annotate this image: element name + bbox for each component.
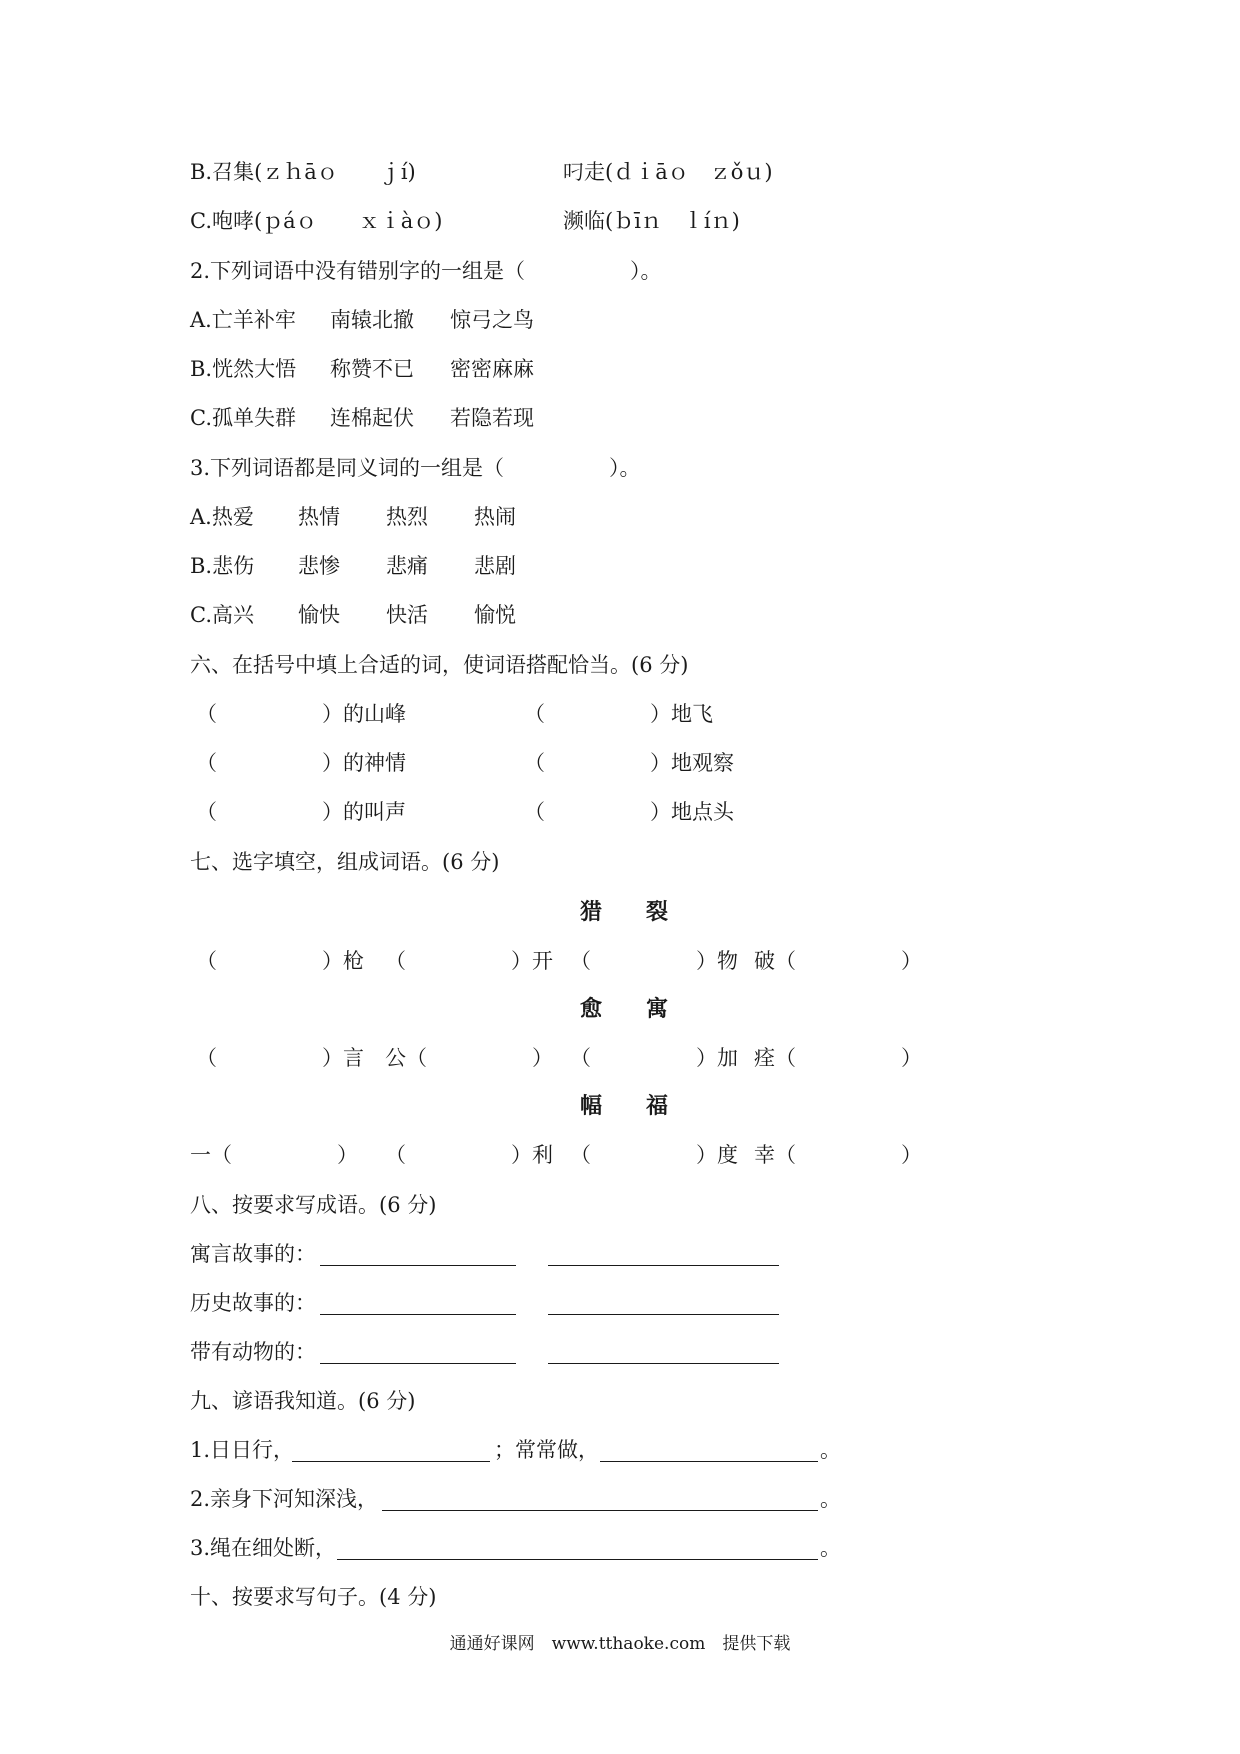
option-label: A.亡羊补牢 (190, 308, 296, 332)
answer-line[interactable] (382, 1510, 818, 1511)
option-word: 热情 (298, 505, 340, 529)
fill-item: （ ）度 (570, 1143, 738, 1167)
choice-char: 寓 (646, 996, 669, 1022)
option-word: 悲惨 (298, 554, 340, 578)
q1-option-c-second: 濒临(ｂīｎ ｌíｎ) (563, 209, 740, 233)
option-word: 若隐若现 (450, 406, 534, 430)
option-label: A.热爱 (190, 505, 254, 529)
proverb-3-end: 。 (820, 1536, 841, 1560)
proverb-2-start: 2.亲身下河知深浅， (190, 1487, 379, 1511)
answer-line[interactable] (320, 1265, 516, 1266)
fill-pair-right: （ ）地点头 (524, 800, 734, 824)
option-word: 快活 (386, 603, 428, 627)
page-footer: 通通好课网 www.tthaoke.com 提供下载 (449, 1634, 791, 1654)
idiom-category-label: 寓言故事的： (190, 1242, 316, 1266)
proverb-1-middle: ；常常做， (494, 1438, 599, 1462)
option-label: B.悲伤 (190, 554, 255, 578)
choice-char: 福 (646, 1093, 669, 1119)
answer-line[interactable] (320, 1363, 516, 1364)
q1-option-c: C.咆哮(ｐáｏ ｘｉàｏ) (190, 209, 443, 233)
answer-line[interactable] (337, 1559, 818, 1560)
fill-item: （ ）开 (385, 949, 553, 973)
option-word: 密密麻麻 (450, 357, 534, 381)
fill-pair-left: （ ）的神情 (196, 751, 406, 775)
proverb-1-end: 。 (820, 1438, 841, 1462)
option-label: C.孤单失群 (190, 406, 296, 430)
q1-option-b-second: 叼走(ｄｉāｏ ｚǒｕ) (563, 160, 773, 184)
fill-pair-right: （ ）地观察 (524, 751, 734, 775)
option-word: 悲剧 (474, 554, 516, 578)
fill-item: （ ）加 (570, 1046, 738, 1070)
fill-item: （ ）物 (570, 949, 738, 973)
option-label: B.恍然大悟 (190, 357, 297, 381)
fill-pair-left: （ ）的山峰 (196, 702, 406, 726)
proverb-2-end: 。 (820, 1487, 841, 1511)
fill-pair-left: （ ）的叫声 (196, 800, 406, 824)
idiom-category-label: 历史故事的： (190, 1291, 316, 1315)
fill-item: 公（ ） (385, 1046, 553, 1070)
fill-item: 一（ ） (190, 1143, 358, 1167)
fill-pair-right: （ ）地飞 (524, 702, 713, 726)
proverb-3-start: 3.绳在细处断， (190, 1536, 337, 1560)
section-10-title: 十、按要求写句子。(4 分) (190, 1585, 437, 1609)
answer-line[interactable] (600, 1461, 818, 1462)
answer-line[interactable] (548, 1363, 779, 1364)
answer-line[interactable] (548, 1265, 779, 1266)
option-word: 悲痛 (386, 554, 428, 578)
choice-char: 幅 (580, 1093, 603, 1119)
section-6-title: 六、在括号中填上合适的词，使词语搭配恰当。(6 分) (190, 653, 689, 677)
q2-stem: 2.下列词语中没有错别字的一组是（ ）。 (190, 259, 662, 283)
proverb-1-start: 1.日日行， (190, 1438, 295, 1462)
section-9-title: 九、谚语我知道。(6 分) (190, 1389, 416, 1413)
option-word: 愉悦 (474, 603, 516, 627)
fill-item: （ ）枪 (196, 949, 364, 973)
option-word: 愉快 (298, 603, 340, 627)
fill-item: （ ）利 (385, 1143, 553, 1167)
option-word: 称赞不已 (330, 357, 414, 381)
fill-item: 痊（ ） (754, 1046, 922, 1070)
q1-option-b: B.召集(ｚｈāｏ ｊí) (190, 160, 416, 184)
fill-item: 破（ ） (754, 949, 922, 973)
option-word: 热烈 (386, 505, 428, 529)
option-word: 连棉起伏 (330, 406, 414, 430)
option-label: C.高兴 (190, 603, 254, 627)
q3-stem: 3.下列词语都是同义词的一组是（ ）。 (190, 456, 641, 480)
option-word: 南辕北撤 (330, 308, 414, 332)
choice-char: 猎 (580, 899, 603, 925)
answer-line[interactable] (320, 1314, 516, 1315)
idiom-category-label: 带有动物的： (190, 1340, 316, 1364)
option-word: 热闹 (474, 505, 516, 529)
section-8-title: 八、按要求写成语。(6 分) (190, 1193, 437, 1217)
choice-char: 裂 (646, 899, 669, 925)
section-7-title: 七、选字填空，组成词语。(6 分) (190, 850, 500, 874)
fill-item: （ ）言 (196, 1046, 364, 1070)
option-word: 惊弓之鸟 (450, 308, 534, 332)
fill-item: 幸（ ） (754, 1143, 922, 1167)
choice-char: 愈 (580, 996, 603, 1022)
answer-line[interactable] (548, 1314, 779, 1315)
answer-line[interactable] (292, 1461, 490, 1462)
